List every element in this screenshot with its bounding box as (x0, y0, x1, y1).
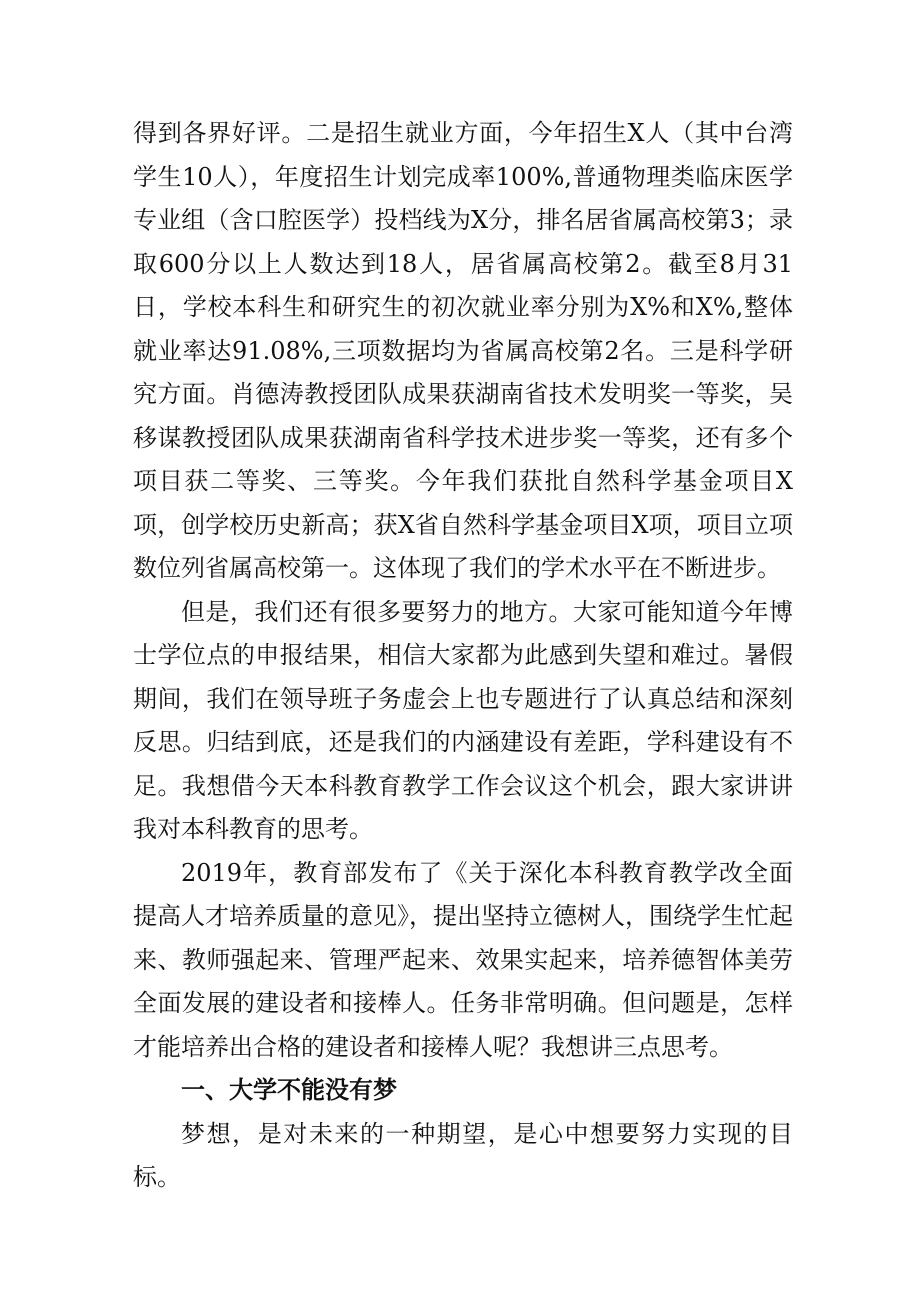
paragraph-challenges: 但是，我们还有很多要努力的地方。大家可能知道今年博士学位点的申报结果，相信大家都为此感到失望和难过。暑假期间，我们在领导班子务虚会上也专题进行了认真总结和深刻反思。归结到底，还是我们的内涵建设有差距，学科建设有不足。我想借今天本科教育教学工作会议这个机会，跟大家讲讲我对本科教育的思考。 (133, 597, 793, 843)
paragraph-achievements: 得到各界好评。二是招生就业方面，今年招生X人（其中台湾学生10人），年度招生计划完成率100%,普通物理类临床医学专业组（含口腔医学）投档线为X分，排名居省属高校第3；录取600分以上人数达到18人，居省属高校第2。截至8月31日，学校本科生和研究生的初次就业率分别为X%和X%,整体就业率达91.08%,三项数据均为省属高校第2名。三是科学研究方面。肖德涛教授团队成果获湖南省技术发明奖一等奖，吴移谋教授团队成果获湖南省科学技术进步奖一等奖，还有多个项目获二等奖、三等奖。今年我们获批自然科学基金项目X项，创学校历史新高；获X省自然科学基金项目X项，项目立项数位列省属高校第一。这体现了我们的学术水平在不断进步。 (133, 119, 793, 582)
paragraph-dream: 梦想，是对未来的一种期望，是心中想要努力实现的目标。 (133, 1119, 793, 1191)
document-page (133, 112, 793, 1200)
section-heading: 一、大学不能没有梦 (181, 1076, 397, 1104)
paragraph-policy: 2019年，教育部发布了《关于深化本科教育教学改全面提高人才培养质量的意见》，提出坚持立德树人，围绕学生忙起来、教师强起来、管理严起来、效果实起来，培养德智体美劳全面发展的建设者和接棒人。任务非常明确。但问题是，怎样才能培养出合格的建设者和接棒人呢？我想讲三点思考。 (133, 858, 793, 1061)
